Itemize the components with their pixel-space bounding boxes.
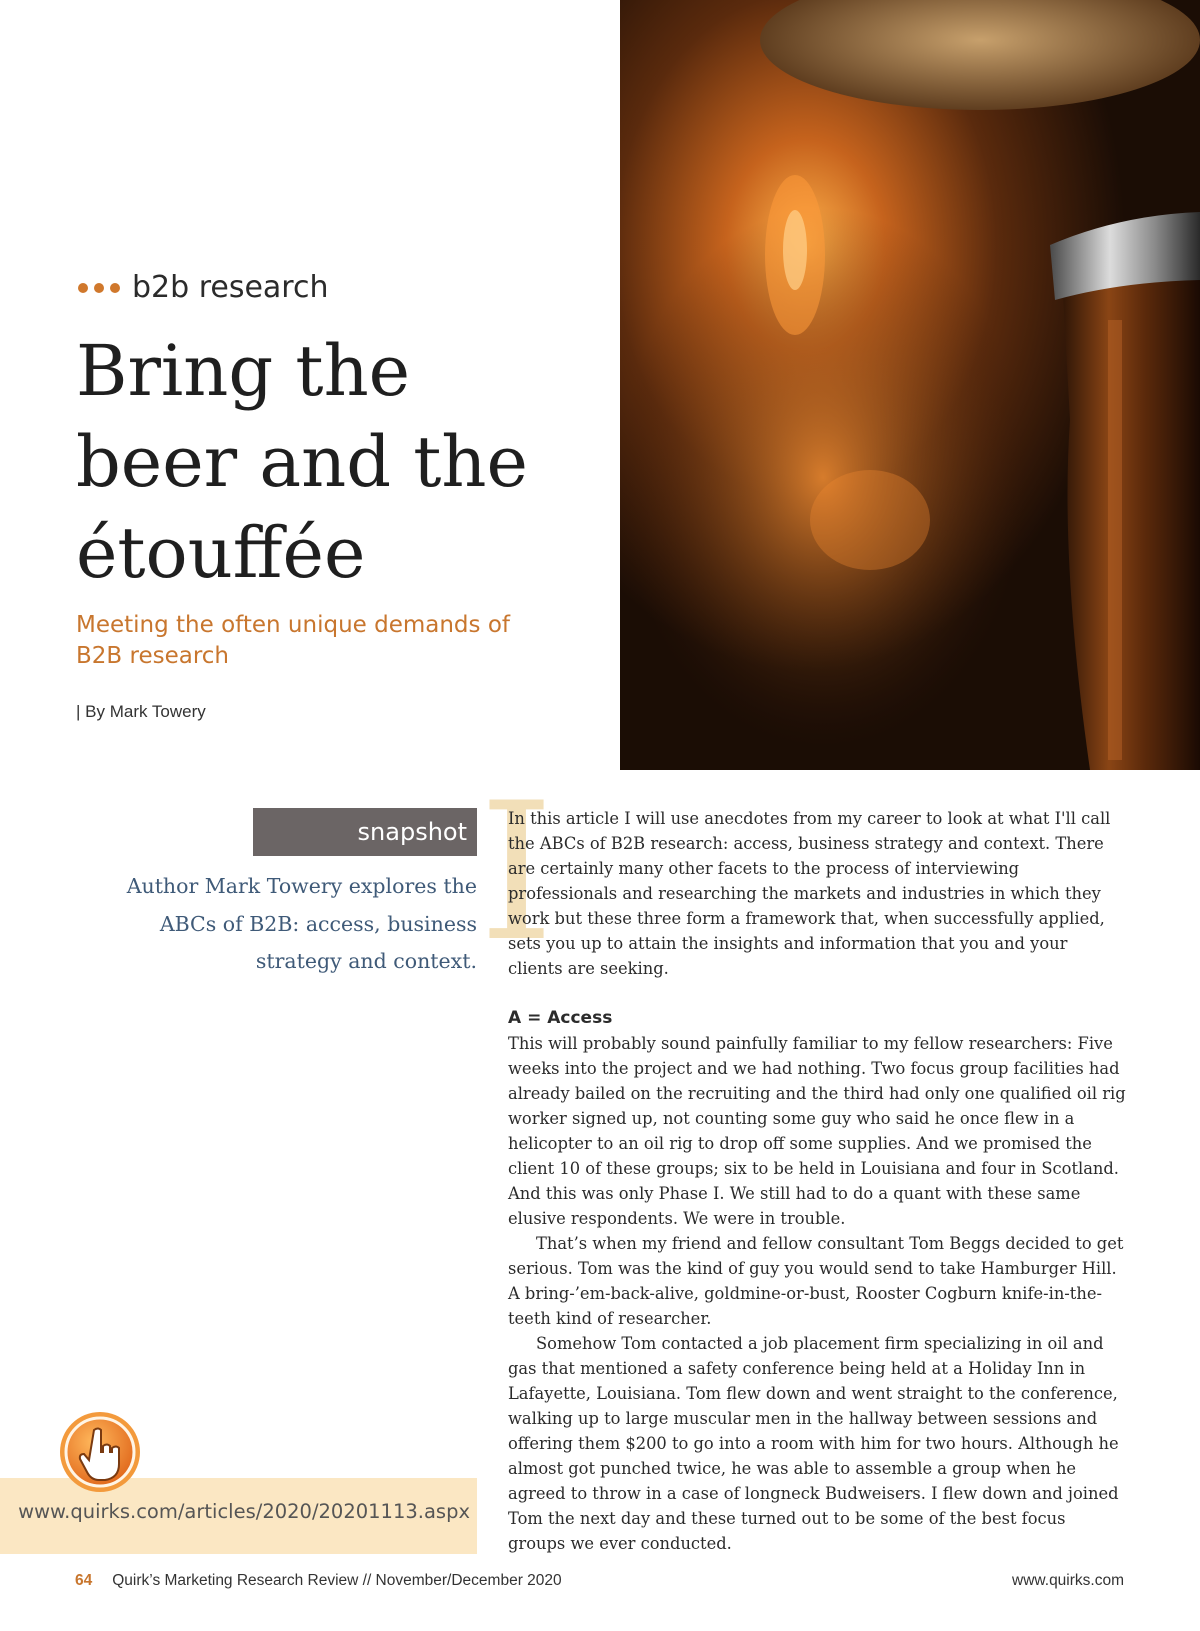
hero-photo-beer-bottles — [620, 0, 1200, 770]
article-url-link[interactable]: www.quirks.com/articles/2020/20201113.aspx — [18, 1500, 470, 1523]
title-line-3: étouffée — [76, 512, 366, 594]
snapshot-label-text: snapshot — [357, 818, 467, 846]
page-footer — [75, 1572, 562, 1590]
body-paragraph-3: Somehow Tom contacted a job placement firm specializing in oil and gas that mentioned a safety conference being held at a Holiday Inn in Lafayette, Louisiana. Tom flew down and went straight to the conference, walking up to large muscular men in the hallway between sessions and offering them $200 to go into a room with him for two hours. Although he almost got punched twice, he was able to assemble a group when he agreed to throw in a case of longneck Budweisers. I flew down and joined Tom the next day and these turned out to be some of the best focus groups we ever conducted. — [508, 1334, 1119, 1553]
section-heading-access: A = Access — [508, 1008, 613, 1028]
kicker-label: b2b research — [132, 270, 329, 305]
article-subhead: Meeting the often unique demands of B2B research — [76, 612, 510, 669]
body-paragraph-1: This will probably sound painfully familiar to my fellow researchers: Five weeks into the project and we had nothing. Two focus group facilities had already bailed on the recruiting and the third had only one qualified oil rig worker signed up, not counting some guy who said he once flew in a helicopter to an oil rig to drop off some supplies. And we promised the client 10 of these groups; six to be held in Louisiana and four in Scotland. And this was only Phase I. We still had to do a quant with these same elusive respondents. We were in trouble. — [508, 1034, 1126, 1228]
article-title — [76, 326, 596, 599]
kicker-dots-icon — [78, 283, 120, 293]
byline: | By Mark Towery — [76, 702, 206, 721]
pointing-hand-icon[interactable] — [58, 1410, 142, 1494]
intro-paragraph: In this article I will use anecdotes from my career to look at what I'll call the ABCs of B2B research: access, business strategy and context. There are certainly many other facets to the process of interviewing professionals and researching the markets and industries in which they work but these three form a framework that, when successfully applied, sets you up to attain the insights and information that you and your clients are seeking. — [508, 809, 1111, 978]
footer-website[interactable]: www.quirks.com — [1012, 1572, 1124, 1589]
snapshot-label — [253, 808, 477, 856]
title-line-2: beer and the — [76, 421, 528, 503]
drop-cap: I — [479, 762, 555, 983]
snapshot-summary: Author Mark Towery explores the ABCs of B2B: access, business strategy and context. — [126, 874, 477, 973]
title-line-1: Bring the — [76, 330, 411, 412]
article-body — [508, 806, 1126, 1556]
section-kicker — [78, 270, 329, 305]
publication-line: Quirk’s Marketing Research Review // November/December 2020 — [112, 1572, 562, 1589]
body-paragraph-2: That’s when my friend and fellow consultant Tom Beggs decided to get serious. Tom was the kind of guy you would send to take Hamburger Hill. A bring-’em-back-alive, goldmine-or-bust, Rooster Cogburn knife-in-the-teeth kind of researcher. — [508, 1234, 1124, 1328]
page-number: 64 — [75, 1572, 93, 1589]
